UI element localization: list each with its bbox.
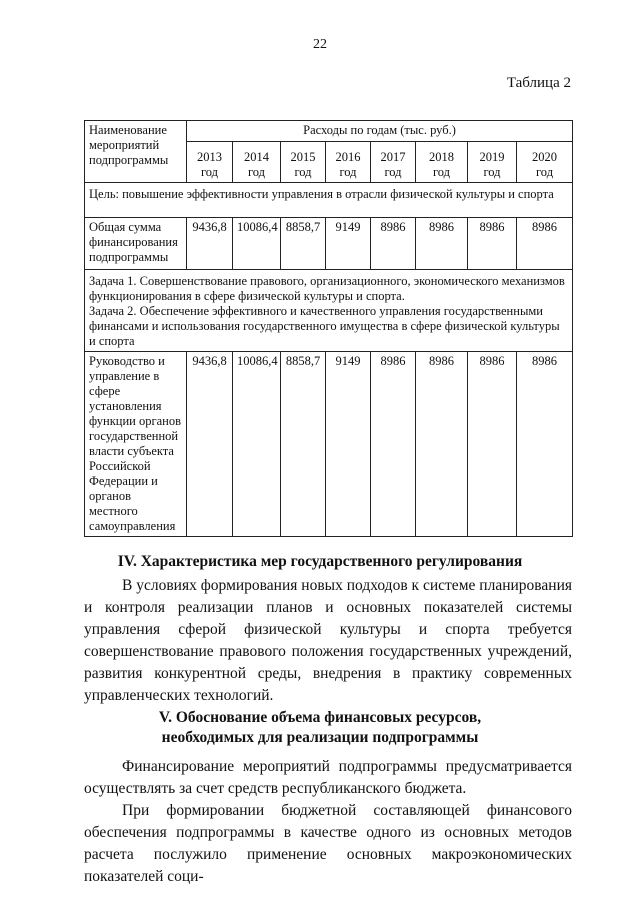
table-cell: 9436,8 (187, 352, 233, 537)
year-header: 2016 год (326, 142, 371, 183)
expense-header: Расходы по годам (тыс. руб.) (187, 121, 573, 142)
total-row (85, 218, 573, 270)
year-header: 2014 год (233, 142, 281, 183)
table-cell: 8986 (371, 352, 416, 537)
section-4-text (84, 575, 572, 707)
table-cell: 8986 (517, 352, 573, 537)
section-5-paragraph-2: При формировании бюджетной составляющей финансового обеспечения подпрограммы в качестве одного из основных методов расчета послужило применение основных макроэкономических показателей соци- (84, 802, 572, 885)
table-cell: 8986 (416, 218, 468, 270)
year-header: 2017 год (371, 142, 416, 183)
year-header: 2020 год (517, 142, 573, 183)
goal-text: Цель: повышение эффективности управления в отрасли физической культуры и спорта (85, 183, 573, 218)
financing-table (84, 120, 573, 537)
section-4-paragraph: В условиях формирования новых подходов к системе планирования и контроля реализации планов и основных показателей системы управления сферой физической культуры и спорта требуется совершенствование правового положения государственных учреждений, развития конкурентной среды, внедрения в практику современных управленческих технологий. (84, 577, 572, 704)
table-cell: 8986 (468, 218, 517, 270)
main-row (85, 352, 573, 537)
table-header-row (85, 121, 573, 142)
year-header: 2015 год (281, 142, 326, 183)
main-row-label: Руководство и управление в сфере установления функции органов государственной власти субъекта Российской Федерации и органов местного самоуправления (85, 352, 187, 537)
year-header: 2018 год (416, 142, 468, 183)
year-header: 2019 год (468, 142, 517, 183)
task-1: Задача 1. Совершенствование правового, организационного, экономического механизмов функционирования в сфере физической культуры и спорта. (89, 274, 565, 303)
section-5-paragraph-1: Финансирование мероприятий подпрограммы предусматривается осуществлять за счет средств республиканского бюджета. (84, 758, 572, 797)
table-label: Таблица 2 (506, 75, 571, 91)
table-cell: 8986 (371, 218, 416, 270)
section-4-heading: IV. Характеристика мер государственного регулирования (117, 553, 523, 570)
section-5-heading (0, 708, 640, 748)
tasks-cell (85, 270, 573, 352)
table-cell: 9149 (326, 218, 371, 270)
year-header: 2013 год (187, 142, 233, 183)
table-cell: 8858,7 (281, 218, 326, 270)
table-cell: 8986 (416, 352, 468, 537)
table-cell: 9436,8 (187, 218, 233, 270)
table-cell: 8858,7 (281, 352, 326, 537)
goal-row (85, 183, 573, 218)
name-column-header: Наименование мероприятий подпрограммы (85, 121, 187, 183)
tasks-row (85, 270, 573, 352)
total-row-label: Общая сумма финансирования подпрограммы (85, 218, 187, 270)
task-2: Задача 2. Обеспечение эффективного и качественного управления государственными финансами и использования государственного имущества в сфере физической культуры и спорта (89, 304, 560, 348)
section-5-text (84, 756, 572, 888)
table-cell: 8986 (468, 352, 517, 537)
page-number: 22 (313, 37, 327, 52)
table-cell: 8986 (517, 218, 573, 270)
section-5-heading-line-1: V. Обоснование объема финансовых ресурсов, (158, 709, 482, 726)
section-5-heading-line-2: необходимых для реализации подпрограммы (161, 729, 479, 746)
table-cell: 10086,4 (233, 218, 281, 270)
table-cell: 10086,4 (233, 352, 281, 537)
table-cell: 9149 (326, 352, 371, 537)
